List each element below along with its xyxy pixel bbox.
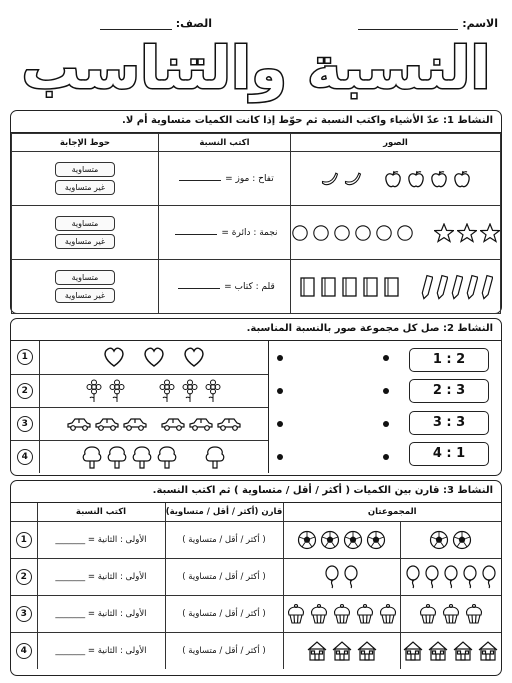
ratio-option[interactable]: 1 : 2 bbox=[409, 348, 489, 372]
house-icon bbox=[356, 640, 378, 662]
group-cars bbox=[39, 407, 268, 440]
car-icon bbox=[66, 416, 92, 432]
ball-icon bbox=[452, 530, 472, 550]
pencil-icon bbox=[466, 274, 478, 300]
ratio-list bbox=[397, 341, 501, 473]
ratio-option[interactable]: 2 : 3 bbox=[409, 379, 489, 403]
circle-icon bbox=[396, 224, 414, 242]
name-line[interactable] bbox=[358, 16, 458, 30]
balloon-icon bbox=[343, 565, 359, 589]
cupcake-icon bbox=[378, 603, 398, 625]
balloon-icon bbox=[481, 565, 497, 589]
images-apple-banana bbox=[291, 152, 501, 206]
cupcake-icon bbox=[332, 603, 352, 625]
activity-2-title: النشاط 2: صل كل مجموعة صور بالنسبة المناسبة. bbox=[11, 319, 501, 341]
star-icon bbox=[457, 223, 477, 243]
class-line[interactable] bbox=[100, 16, 172, 30]
option-equal[interactable]: متساوية bbox=[55, 216, 115, 231]
book-icon bbox=[320, 276, 338, 298]
activity-3 bbox=[10, 480, 502, 676]
ball-icon bbox=[429, 530, 449, 550]
option-equal[interactable]: متساوية bbox=[55, 270, 115, 285]
match-dot-right[interactable] bbox=[383, 355, 389, 361]
compare-options[interactable]: ( أكثر / أقل / متساوية ) bbox=[165, 595, 283, 632]
row-number: 4 bbox=[11, 632, 37, 669]
table-row bbox=[11, 558, 501, 595]
pencil-icon bbox=[481, 274, 493, 300]
cupcake-icon bbox=[355, 603, 375, 625]
table-row bbox=[12, 260, 501, 314]
match-dot-right[interactable] bbox=[383, 454, 389, 460]
option-not-equal[interactable]: غير متساوية bbox=[55, 180, 115, 195]
star-icon bbox=[480, 223, 500, 243]
col-answer: حوط الإجابة bbox=[12, 134, 159, 152]
balloon-icon bbox=[324, 565, 340, 589]
balloon-icon bbox=[462, 565, 478, 589]
house-icon bbox=[402, 640, 424, 662]
circle-icon bbox=[354, 224, 372, 242]
pencil-icon bbox=[421, 274, 433, 300]
ball-icon bbox=[366, 530, 386, 550]
car-icon bbox=[160, 416, 186, 432]
flower-icon bbox=[84, 379, 104, 403]
name-field[interactable] bbox=[358, 8, 498, 30]
group-row bbox=[11, 374, 268, 407]
group-first bbox=[283, 595, 400, 632]
ratio-write[interactable]: الأولى : الثانية = _______ bbox=[37, 595, 165, 632]
col-write: اكتب النسبة bbox=[158, 134, 290, 152]
group-hearts bbox=[39, 341, 268, 374]
ball-icon bbox=[297, 530, 317, 550]
group-row bbox=[11, 407, 268, 440]
cupcake-icon bbox=[464, 603, 484, 625]
match-dot-left[interactable] bbox=[277, 421, 283, 427]
tree-icon bbox=[204, 445, 226, 469]
ratio-write[interactable]: الأولى : الثانية = _______ bbox=[37, 632, 165, 669]
activity-1-table bbox=[11, 133, 501, 314]
col-groups: المجموعتان bbox=[283, 503, 501, 521]
heart-icon bbox=[141, 346, 167, 368]
car-icon bbox=[122, 416, 148, 432]
group-flowers bbox=[39, 374, 268, 407]
option-not-equal[interactable]: غير متساوية bbox=[55, 234, 115, 249]
group-first bbox=[283, 521, 400, 558]
car-icon bbox=[216, 416, 242, 432]
ratio-write[interactable]: الأولى : الثانية = _______ bbox=[37, 521, 165, 558]
house-icon bbox=[427, 640, 449, 662]
circle-icon bbox=[312, 224, 330, 242]
table-row bbox=[11, 595, 501, 632]
page-title bbox=[0, 30, 512, 108]
activity-3-title: النشاط 3: قارن بين الكميات ( أكثر / أقل / متساوية ) ثم اكتب النسبة. bbox=[11, 481, 501, 503]
match-dot-left[interactable] bbox=[277, 454, 283, 460]
group-number: 1 bbox=[11, 341, 39, 374]
heart-icon bbox=[101, 346, 127, 368]
banana-icon bbox=[343, 170, 363, 188]
pencil-icon bbox=[436, 274, 448, 300]
group-number: 3 bbox=[11, 407, 39, 440]
col-write-ratio: اكتب النسبة bbox=[37, 503, 165, 521]
apple-icon bbox=[429, 169, 449, 189]
cupcake-icon bbox=[286, 603, 306, 625]
table-row bbox=[11, 521, 501, 558]
class-label: الصف: bbox=[175, 17, 212, 30]
col-images: الصور bbox=[291, 134, 501, 152]
balloon-icon bbox=[443, 565, 459, 589]
matching-area[interactable] bbox=[269, 341, 397, 473]
image-groups bbox=[11, 341, 269, 473]
class-field[interactable] bbox=[100, 8, 212, 30]
pencil-icon bbox=[451, 274, 463, 300]
house-icon bbox=[306, 640, 328, 662]
row-number: 1 bbox=[11, 521, 37, 558]
ball-icon bbox=[320, 530, 340, 550]
table-row bbox=[12, 152, 501, 206]
tree-icon bbox=[81, 445, 103, 469]
balloon-icon bbox=[424, 565, 440, 589]
book-icon bbox=[362, 276, 380, 298]
tree-icon bbox=[156, 445, 178, 469]
group-second bbox=[400, 521, 501, 558]
car-icon bbox=[94, 416, 120, 432]
book-icon bbox=[299, 276, 317, 298]
group-trees bbox=[39, 440, 268, 473]
ratio-write-cell[interactable] bbox=[158, 206, 290, 260]
ratio-write[interactable]: الأولى : الثانية = _______ bbox=[37, 558, 165, 595]
star-icon bbox=[434, 223, 454, 243]
name-label: الاسم: bbox=[462, 17, 498, 30]
col-compare: قارن (أكثر / أقل / متساوية) bbox=[165, 503, 283, 521]
tree-icon bbox=[106, 445, 128, 469]
circle-icon bbox=[375, 224, 393, 242]
flower-icon bbox=[157, 379, 177, 403]
group-second bbox=[400, 558, 501, 595]
circle-icon bbox=[291, 224, 309, 242]
table-row bbox=[11, 632, 501, 669]
flower-icon bbox=[107, 379, 127, 403]
images-star-circle bbox=[291, 206, 501, 260]
ratio-write-cell[interactable] bbox=[158, 152, 290, 206]
car-icon bbox=[188, 416, 214, 432]
apple-icon bbox=[406, 169, 426, 189]
group-second bbox=[400, 632, 501, 669]
balloon-icon bbox=[405, 565, 421, 589]
activity-1 bbox=[10, 110, 502, 314]
ratio-option[interactable]: 4 : 1 bbox=[409, 442, 489, 466]
house-icon bbox=[331, 640, 353, 662]
apple-icon bbox=[452, 169, 472, 189]
match-dot-left[interactable] bbox=[277, 388, 283, 394]
row-number: 2 bbox=[11, 558, 37, 595]
group-row bbox=[11, 440, 268, 473]
activity-2 bbox=[10, 318, 502, 476]
activity-3-table bbox=[11, 503, 501, 669]
ratio-label: نجمة : دائرة = bbox=[221, 227, 278, 238]
title-text: النسبة والتناسب bbox=[21, 34, 491, 102]
house-icon bbox=[452, 640, 474, 662]
apple-icon bbox=[383, 169, 403, 189]
answer-blank[interactable] bbox=[178, 288, 220, 289]
tree-icon bbox=[131, 445, 153, 469]
group-number: 2 bbox=[11, 374, 39, 407]
banana-icon bbox=[320, 170, 340, 188]
ratio-option[interactable]: 3 : 3 bbox=[409, 411, 489, 435]
group-number: 4 bbox=[11, 440, 39, 473]
answer-cell bbox=[12, 206, 159, 260]
images-pencil-book bbox=[291, 260, 501, 314]
group-first bbox=[283, 632, 400, 669]
answer-cell bbox=[12, 152, 159, 206]
ratio-label: تفاح : موز = bbox=[225, 173, 274, 184]
ratio-label: قلم : كتاب = bbox=[224, 281, 275, 292]
heart-icon bbox=[181, 346, 207, 368]
cupcake-icon bbox=[441, 603, 461, 625]
answer-blank[interactable] bbox=[175, 234, 217, 235]
group-second bbox=[400, 595, 501, 632]
circle-icon bbox=[333, 224, 351, 242]
activity-1-title: النشاط 1: عدّ الأشياء واكتب النسبة ثم حوّط إذا كانت الكميات متساوية أم لا. bbox=[11, 111, 501, 133]
compare-options[interactable]: ( أكثر / أقل / متساوية ) bbox=[165, 558, 283, 595]
ball-icon bbox=[343, 530, 363, 550]
cupcake-icon bbox=[309, 603, 329, 625]
row-number: 3 bbox=[11, 595, 37, 632]
match-dot-right[interactable] bbox=[383, 388, 389, 394]
cupcake-icon bbox=[418, 603, 438, 625]
answer-blank[interactable] bbox=[179, 180, 221, 181]
option-equal[interactable]: متساوية bbox=[55, 162, 115, 177]
house-icon bbox=[477, 640, 499, 662]
flower-icon bbox=[203, 379, 223, 403]
group-row bbox=[11, 341, 268, 374]
answer-cell bbox=[12, 260, 159, 314]
table-row bbox=[12, 206, 501, 260]
flower-icon bbox=[180, 379, 200, 403]
compare-options[interactable]: ( أكثر / أقل / متساوية ) bbox=[165, 632, 283, 669]
book-icon bbox=[341, 276, 359, 298]
ratio-write-cell[interactable] bbox=[158, 260, 290, 314]
book-icon bbox=[383, 276, 401, 298]
match-dot-left[interactable] bbox=[277, 355, 283, 361]
option-not-equal[interactable]: غير متساوية bbox=[55, 288, 115, 303]
match-dot-right[interactable] bbox=[383, 421, 389, 427]
group-first bbox=[283, 558, 400, 595]
compare-options[interactable]: ( أكثر / أقل / متساوية ) bbox=[165, 521, 283, 558]
